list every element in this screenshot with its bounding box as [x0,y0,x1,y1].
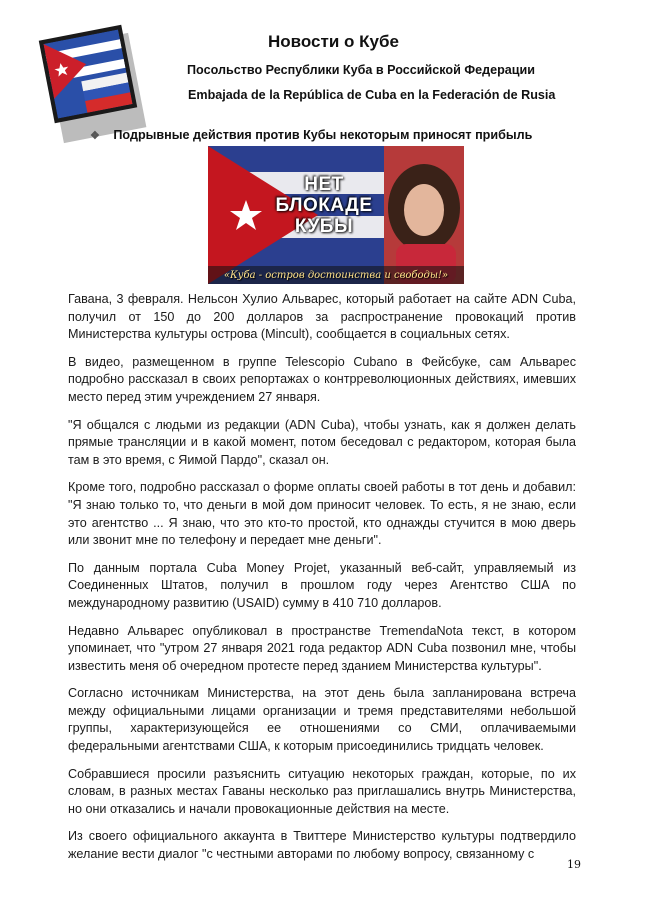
bullet-icon: ❖ [90,130,100,142]
paragraph: В видео, размещенном в группе Telescopio Cubano в Фейсбуке, сам Альварес подробно рассказал в своих репортажах о контрреволюционных действиях, имевших место перед этим учреждением 27 января. [68,354,576,404]
paragraph: Гавана, 3 февраля. Нельсон Хулио Альварес, который работает на сайте ADN Cuba, получил от 150 до 200 долларов за распространение провокаций против Министерства культуры острова (Mincult), сообщается в социальных сетях. [68,292,576,342]
cuba-russia-flag-icon [43,29,132,118]
paragraph: Кроме того, подробно рассказал о форме оплаты своей работы в тот день и добавил: "Я знаю только то, что деньги в мой дом приносит человек. То есть, я не знаю, если это агентство ... Я знаю, что это кто-то простой, кто однажды стучится в мою дверь или звонит мне по телефону и передает мне деньги". [68,480,576,548]
paragraph: "Я общался с людьми из редакции (ADN Cuba), чтобы узнать, как я должен делать прямые трансляции и в какой момент, потом беседовал с редактором, которая была там в это время, с Яимой Пардо", сказал он. [68,417,576,467]
paragraph: Из своего официального аккаунта в Твиттере Министерство культуры подтвердило желание вести диалог "с честными авторами по любому вопросу, связанному с [68,829,576,862]
article-headline-row [90,128,532,142]
paragraph: Недавно Альварес опубликовал в пространстве TremendaNota текст, в котором упоминает, что "утром 27 января 2021 года редактор ADN Cuba позвонил мне, чтобы известить меня об очередном протесте перед зданием Министерства культуры". [68,623,576,673]
image-caption: «Куба - остров достоинства и свободы!» [223,270,449,281]
article-headline: Подрывные действия против Кубы некоторым приносят прибыль [113,128,533,142]
paragraph: Согласно источникам Министерства, на этот день была запланирована встреча между официальными лицами организации и тремя представителями небольшой группы, характеризующейся ее отношениями со СМИ, оплачиваемыми федеральными агентствами США, к которым присоединились тридцать человек. [68,686,576,754]
paragraph: Собравшиеся просили разъяснить ситуацию некоторых граждан, которые, по их словам, в разных местах Гаваны несколько раз приглашались внутрь Министерства, но они отказались и начали провокационные действия на месте. [68,766,576,816]
paragraph: По данным портала Cuba Money Projet, указанный веб-сайт, управляемый из Соединенных Штатов, получил в прошлом году через Агентство США по международному развитию (USAID) сумму в 410 710 долларов. [68,560,576,610]
page-title: Новости о Кубе [268,32,399,51]
article-image [208,146,464,284]
page-number: 19 [567,858,581,871]
image-banner-text: НЕТ БЛОКАДЕ КУБЫ [275,174,373,237]
embassy-name-es: Embajada de la República de Cuba en la Federación de Rusia [188,88,556,102]
article-body [68,291,576,874]
logo-frame [39,25,137,123]
embassy-name-ru: Посольство Республики Куба в Российской Федерации [187,63,535,77]
cuba-russia-flag-logo [44,26,140,138]
